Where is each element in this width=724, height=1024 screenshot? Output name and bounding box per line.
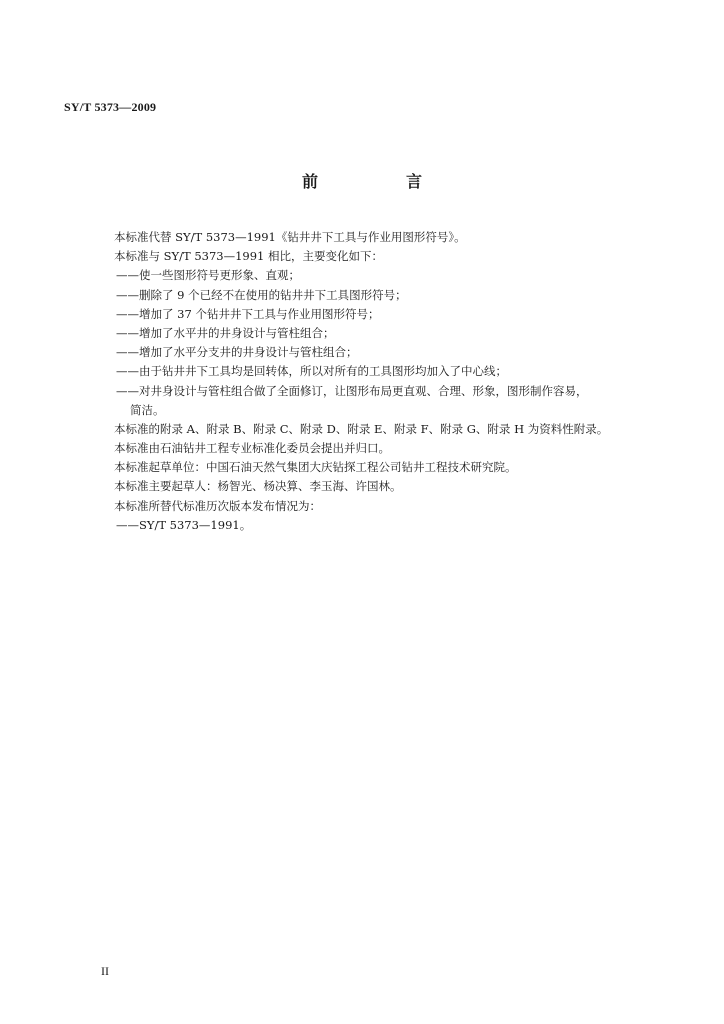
change-list-item: ——增加了水平分支井的井身设计与管柱组合； <box>116 345 358 360</box>
paragraph-line: 本标准主要起草人：杨智光、杨决算、李玉海、许国林。 <box>114 479 402 494</box>
paragraph-line: 本标准起草单位：中国石油天然气集团大庆钻探工程公司钻井工程技术研究院。 <box>114 460 517 475</box>
change-list-item: ——使一些图形符号更形象、直观； <box>116 268 300 283</box>
foreword-body <box>114 228 674 535</box>
paragraph-line: 本标准由石油钻井工程专业标准化委员会提出并归口。 <box>114 441 390 456</box>
change-list-item: ——增加了 37 个钻井井下工具与作业用图形符号； <box>116 306 380 321</box>
paragraph-line: 本标准的附录 A、附录 B、附录 C、附录 D、附录 E、附录 F、附录 G、附录 H 为资料性附录。 <box>114 421 609 436</box>
change-list-item: ——增加了水平井的井身设计与管柱组合； <box>116 325 335 340</box>
paragraph-line: 本标准与 SY/T 5373—1991 相比，主要变化如下： <box>114 249 384 264</box>
page-number: II <box>101 964 109 978</box>
change-list-item: ——SY/T 5373—1991。 <box>116 517 252 532</box>
standard-code: SY/T 5373—2009 <box>64 100 157 114</box>
paragraph-line: 本标准代替 SY/T 5373—1991《钻井井下工具与作业用图形符号》。 <box>114 230 466 244</box>
page-title: 前 言 <box>301 172 458 191</box>
change-list-item: ——由于钻井井下工具均是回转体，所以对所有的工具图形均加入了中心线； <box>116 364 507 379</box>
change-list-item-continuation: 简洁。 <box>130 402 165 417</box>
paragraph-line: 本标准所替代标准历次版本发布情况为： <box>114 498 321 513</box>
change-list-item: ——对井身设计与管柱组合做了全面修订，让图形布局更直观、合理、形象，图形制作容易， <box>116 383 588 398</box>
change-list-item: ——删除了 9 个已经不在使用的钻井井下工具图形符号； <box>116 287 407 302</box>
